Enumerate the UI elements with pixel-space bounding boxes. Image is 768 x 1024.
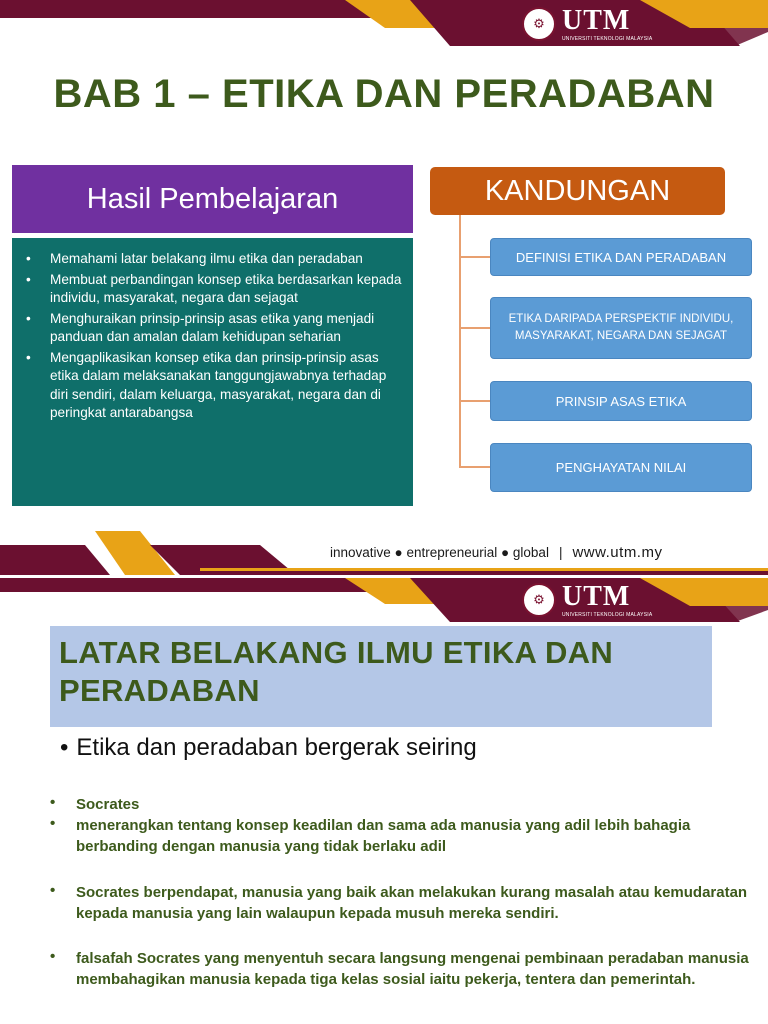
lead-bullet: • Etika dan peradaban bergerak seiring <box>60 734 477 762</box>
top-decorative-band <box>0 578 768 628</box>
kandungan-item: PENGHAYATAN NILAI <box>490 443 752 492</box>
bullet-icon: • <box>50 815 56 832</box>
connector-branch <box>459 466 490 468</box>
bullet-icon: • <box>50 882 56 899</box>
tagline-separator: | <box>558 545 563 560</box>
hasil-heading: Hasil Pembelajaran <box>12 165 413 233</box>
list-item: • menerangkan tentang konsep keadilan dan sama ada manusia yang adil lebih bahagia berbanding dengan manusia yang tidak berlaku adil <box>50 815 691 855</box>
logo-subtext: UNIVERSITI TEKNOLOGI MALAYSIA <box>562 611 653 618</box>
tagline-text: innovative ● entrepreneurial ● global <box>330 545 549 560</box>
logo-text: UTM <box>562 4 631 36</box>
list-item: • Socrates berpendapat, manusia yang baik akan melakukan kurang masalah atau kemudaratan kepada manusia yang lain walaupun kepada musuh mereka sendiri. <box>50 882 748 922</box>
hasil-item: • Memahami latar belakang ilmu etika dan peradaban <box>50 250 403 269</box>
utm-logo <box>522 6 652 42</box>
website-link[interactable]: www.utm.my <box>572 544 663 561</box>
list-item: • Socrates <box>50 794 140 813</box>
kandungan-heading: KANDUNGAN <box>430 167 725 215</box>
bullet-icon: • <box>50 794 56 811</box>
hasil-item: • Membuat perbandingan konsep etika berdasarkan kepada individu, masyarakat, negara dan sejagat <box>50 271 403 308</box>
slide-title: LATAR BELAKANG ILMU ETIKA DAN PERADABAN <box>59 635 614 708</box>
slide-2 <box>0 578 768 1024</box>
kandungan-item: ETIKA DARIPADA PERSPEKTIF INDIVIDU, MASYARAKAT, NEGARA DAN SEJAGAT <box>490 297 752 359</box>
hasil-item: • Mengaplikasikan konsep etika dan prinsip-prinsip asas etika dalam melaksanakan tanggungjawabnya terhadap diri sendiri, dalam keluarga, masyarakat, negara dan di peringkat antarabangsa <box>50 349 403 423</box>
bullet-icon: • <box>50 948 56 965</box>
utm-seal-icon: ⚙ <box>522 7 556 41</box>
hasil-list <box>12 238 413 423</box>
top-decorative-band <box>0 0 768 50</box>
hasil-item: • Menghuraikan prinsip-prinsip asas etika yang menjadi panduan dan amalan dalam kehidupan seharian <box>50 310 403 347</box>
connector-branch <box>459 256 490 258</box>
connector-line <box>459 215 461 468</box>
logo-subtext: UNIVERSITI TEKNOLOGI MALAYSIA <box>562 35 653 42</box>
kandungan-item: DEFINISI ETIKA DAN PERADABAN <box>490 238 752 276</box>
hasil-body <box>12 238 413 506</box>
slide-title: BAB 1 – ETIKA DAN PERADABAN <box>53 72 715 116</box>
connector-branch <box>459 327 490 329</box>
list-item: • falsafah Socrates yang menyentuh secara langsung mengenai pembinaan peradaban manusia membahagikan manusia kepada tiga kelas sosial iaitu pekerja, tentera dan pemerintah. <box>50 948 749 988</box>
title-box <box>50 626 712 727</box>
logo-text: UTM <box>562 580 631 612</box>
kandungan-item: PRINSIP ASAS ETIKA <box>490 381 752 421</box>
utm-seal-icon: ⚙ <box>522 583 556 617</box>
utm-logo <box>522 582 652 618</box>
connector-branch <box>459 400 490 402</box>
footer-tagline <box>330 544 662 561</box>
